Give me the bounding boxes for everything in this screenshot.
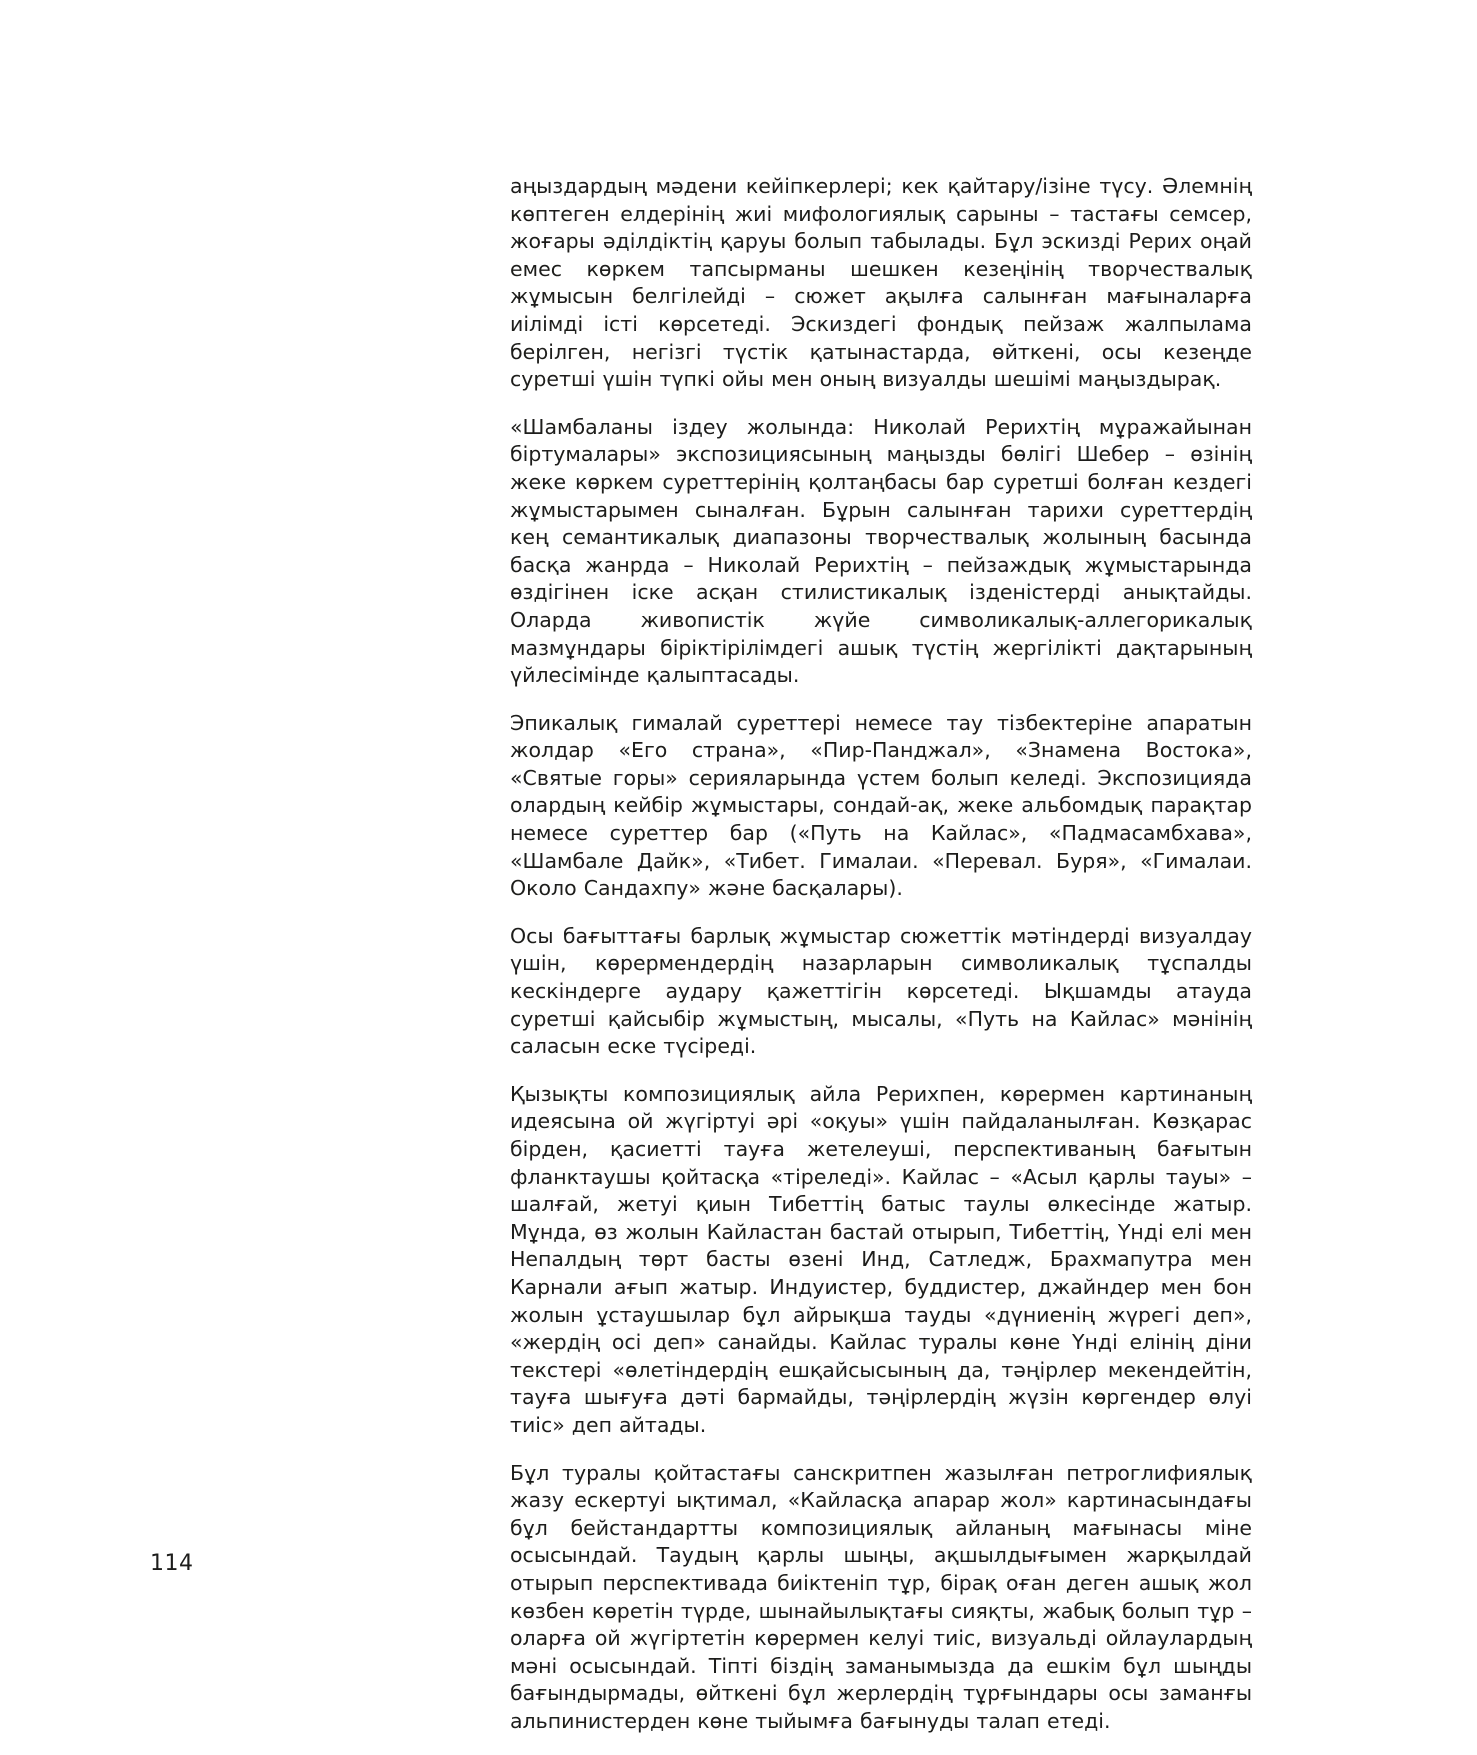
paragraph-1: аңыздардың мәдени кейіпкерлері; кек қайтару/ізіне түсу. Әлемнің көптеген елдерінің жиі мифологиялық сарыны – тастағы семсер, жоғары әділдіктің қаруы болып табылады. Бұл эскизді Рерих оңай емес көркем тапсырманы шешкен кезеңінің творчествалық жұмысын белгілейді – сюжет ақылға салынған мағыналарға иілімді істі көрсетеді. Эскиздегі фондық пейзаж жалпылама берілген, негізгі түстік қатынастарда, өйткені, осы кезеңде суретші үшін түпкі ойы мен оның визуалды шешімі маңыздырақ. [510,174,1252,392]
paragraph-4: Осы бағыттағы барлық жұмыстар сюжеттік мәтіндерді визуалдау үшін, көрермендердің назарларын символикалық тұспалды кескіндерге аудару қажеттігін көрсетеді. Ықшамды атауда суретші қайсыбір жұмыстың, мысалы, «Путь на Кайлас» мәнінің саласын еске түсіреді. [510,923,1252,1059]
page-number: 114 [150,1551,194,1576]
paragraph-5: Қызықты композициялық айла Рерихпен, көрермен картинаның идеясына ой жүгіртуі әрі «оқуы» үшін пайдаланылған. Көзқарас бірден, қасиетті тауға жетелеуші, перспективаның бағытын фланктаушы қойтасқа «тіреледі». Кайлас – «Асыл қарлы тауы» – шалғай, жетуі қиын Тибеттің батыс таулы өлкесінде жатыр. Мұнда, өз жолын Кайластан бастай отырып, Тибеттің, Үнді елі мен Непалдың төрт басты өзені Инд, Сатледж, Брахмапутра мен Карнали ағып жатыр. Индуистер, буддистер, джайндер мен бон жолын ұстаушылар бұл айрықша тауды «дүниенің жүрегі деп», «жердің осі деп» санайды. Кайлас туралы көне Үнді елінің діни текстері «өлетіндердің ешқайсысының да, тәңірлер мекендейтін, тауға шығуға дәті бармайды, тәңірлердің жүзін көргендер өлуі тиіс» деп айтады. [510,1081,1252,1437]
paragraph-2: «Шамбаланы іздеу жолында: Николай Рерихтің мұражайынан біртумалары» экспозициясының маңызды бөлігі Шебер – өзінің жеке көркем суреттерінің қолтаңбасы бар суретші болған кездегі жұмыстарымен сыналған. Бұрын салынған тарихи суреттердің кең семантикалық диапазоны творчествалық жолының басында басқа жанрда – Николай Рерихтің – пейзаждық жұмыстарында өздігінен іске асқан стилистикалық ізденістерді анықтайды. Оларда живопистік жүйе символикалық-аллегорикалық мазмұндары біріктірілімдегі ашық түстің жергілікті дақтарының үйлесімінде қалыптасады. [510,414,1252,688]
text-column [510,173,1252,1755]
paragraph-3: Эпикалық гималай суреттері немесе тау тізбектеріне апаратын жолдар «Его страна», «Пир-Панджал», «Знамена Востока», «Святые горы» серияларында үстем болып келеді. Экспозицияда олардың кейбір жұмыстары, сондай-ақ, жеке альбомдық парақтар немесе суреттер бар («Путь на Кайлас», «Падмасамбхава», «Шамбале Дайк», «Тибет. Гималаи. «Перевал. Буря», «Гималаи. Около Сандахпу» және басқалары). [510,710,1252,901]
paragraph-6: Бұл туралы қойтастағы санскритпен жазылған петроглифиялық жазу ескертуі ықтимал, «Кайласқа апарар жол» картинасындағы бұл бейстандартты композициялық айланың мағынасы міне осысындай. Таудың қарлы шыңы, ақшылдығымен жарқылдай отырып перспективада биіктеніп тұр, бірақ оған деген ашық жол көзбен көретін түрде, шынайылықтағы сияқты, жабық болып тұр – оларға ой жүгіртетін көрермен келуі тиіс, визуальді ойлаулардың мәні осысындай. Тіпті біздің заманымызда да ешкім бұл шыңды бағындырмады, өйткені бұл жерлердің тұрғындары осы заманғы альпинистерден көне тыйымға бағынуды талап етеді. [510,1460,1252,1733]
